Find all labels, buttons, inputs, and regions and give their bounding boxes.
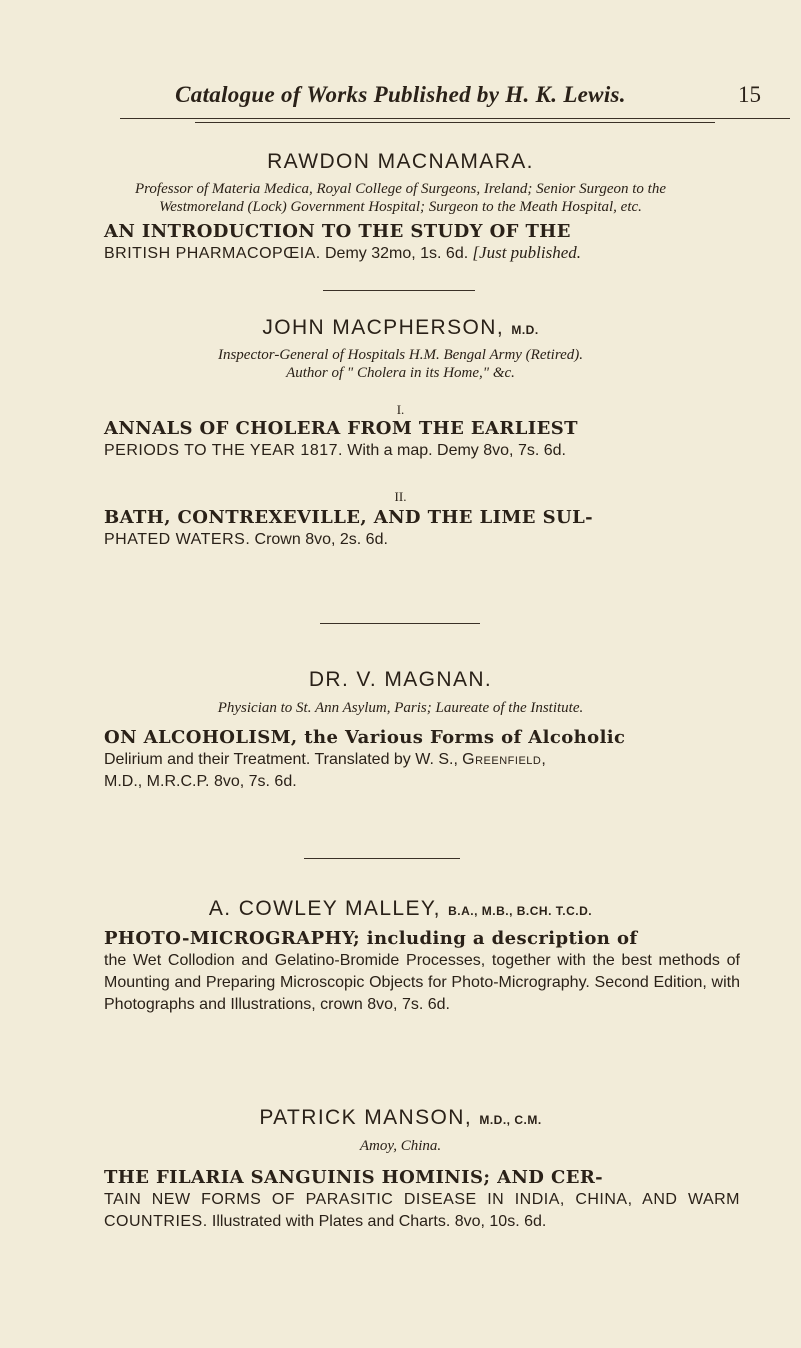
translator-name: Greenfield, — [462, 751, 547, 768]
author-degrees: M.D. — [511, 323, 539, 337]
author-name: RAWDON MACNAMARA. — [267, 150, 534, 173]
affiliation-line: Physician to St. Ann Asylum, Paris; Laureate of the Institute. — [217, 700, 584, 716]
work-details: Illustrated with Plates and Charts. 8vo, 10s. 6d. — [211, 1213, 547, 1230]
affiliation-line: Professor of Materia Medica, Royal College of Surgeons, Ireland; Senior Surgeon to the — [134, 181, 667, 197]
author-affiliation — [0, 346, 801, 382]
author-degrees: M.D., C.M. — [479, 1113, 542, 1127]
work-entry — [104, 507, 740, 550]
work-numeral: II. — [394, 489, 407, 504]
page-number: 15 — [738, 82, 761, 107]
affiliation-line: Amoy, China. — [359, 1138, 442, 1154]
author-heading-manson — [0, 1106, 801, 1130]
work-entry — [104, 221, 740, 264]
work-title-continued: PHATED WATERS. — [104, 531, 251, 548]
work-title: THE FILARIA SANGUINIS HOMINIS; AND CER- — [104, 1167, 604, 1188]
author-degrees: B.A., M.B., B.CH. T.C.D. — [448, 904, 593, 918]
author-name: JOHN MACPHERSON, — [262, 316, 505, 339]
work-note: [Just published. — [472, 243, 582, 262]
author-heading-magnan — [0, 668, 801, 692]
affiliation-line: Author of " Cholera in its Home," &c. — [286, 365, 515, 381]
work-entry — [104, 1167, 740, 1232]
running-head-title: Catalogue of Works Published by H. K. Lewis. — [175, 82, 626, 107]
section-divider — [304, 858, 460, 859]
running-head — [0, 82, 801, 108]
author-heading-macnamara — [0, 150, 801, 174]
author-name: A. COWLEY MALLEY, — [208, 897, 441, 920]
work-title-continued: BRITISH PHARMACOPŒIA. — [104, 245, 321, 262]
author-name: DR. V. MAGNAN. — [308, 668, 493, 691]
work-title: PHOTO-MICROGRAPHY; including a description of — [104, 928, 638, 949]
author-heading-macpherson — [0, 316, 801, 340]
author-affiliation — [0, 180, 801, 216]
work-title: ANNALS OF CHOLERA FROM THE EARLIEST — [104, 418, 578, 439]
affiliation-line: Westmoreland (Lock) Government Hospital; Surgeon to the Meath Hospital, etc. — [159, 199, 642, 215]
work-entry — [104, 727, 740, 792]
section-divider — [320, 623, 480, 624]
author-heading-malley — [0, 897, 801, 921]
work-numeral: I. — [396, 402, 405, 417]
work-details: Demy 32mo, 1s. 6d. — [325, 245, 469, 262]
work-title-continued: PERIODS TO THE YEAR 1817. — [104, 442, 343, 459]
section-divider — [323, 290, 475, 291]
work-details: the Wet Collodion and Gelatino-Bromide Processes, together with the best methods of Mounting and Preparing Microscopic Objects for Photo-Micrography. Second Edition, with Photographs and Illustrations, crown 8vo, 7s. 6d. — [104, 952, 740, 1013]
work-title: AN INTRODUCTION TO THE STUDY OF THE — [104, 221, 571, 242]
work-details: With a map. Demy 8vo, 7s. 6d. — [347, 442, 566, 459]
work-details: Crown 8vo, 2s. 6d. — [254, 531, 388, 548]
header-rule-thin — [195, 122, 715, 123]
work-entry — [104, 418, 740, 461]
affiliation-line: Inspector-General of Hospitals H.M. Bengal Army (Retired). — [217, 347, 584, 363]
header-rule — [120, 118, 790, 119]
author-name: PATRICK MANSON, — [259, 1106, 473, 1129]
work-title-continued: TAIN NEW FORMS OF PARASITIC DISEASE IN INDIA, CHINA, AND WARM COUNTRIES. — [104, 1191, 740, 1230]
work-title: ON ALCOHOLISM, the Various Forms of Alcoholic — [104, 727, 626, 748]
author-affiliation — [0, 699, 801, 717]
work-title: BATH, CONTREXEVILLE, AND THE LIME SUL- — [104, 507, 593, 528]
work-details: Delirium and their Treatment. Translated by W. S., — [104, 751, 458, 768]
author-affiliation — [0, 1137, 801, 1155]
work-details-continued: M.D., M.R.C.P. 8vo, 7s. 6d. — [104, 773, 297, 790]
work-entry — [104, 928, 740, 1015]
